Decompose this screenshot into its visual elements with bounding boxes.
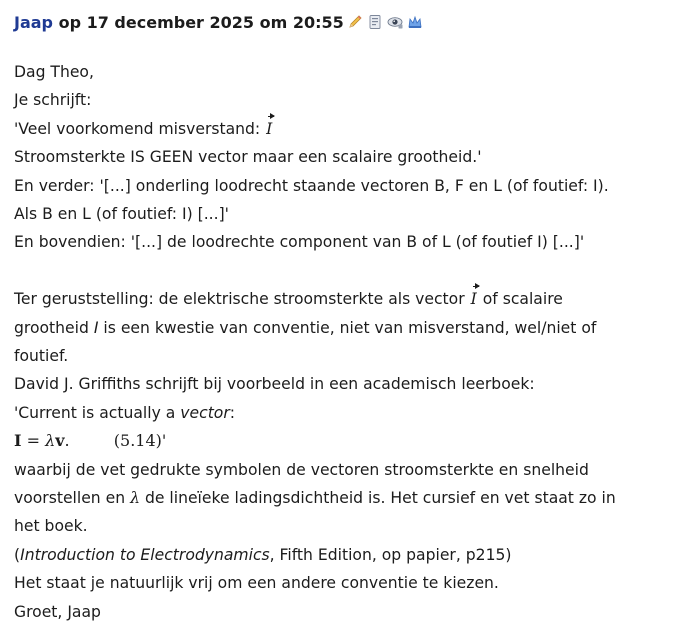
citation-colon: : [229,403,236,422]
book-reference [14,541,690,569]
scalar-I-symbol: I [93,318,99,337]
book-ref-details: , Fifth Edition, op papier, p215) [269,545,512,564]
signature: Groet, Jaap [14,602,101,621]
reply-line-1 [14,285,690,313]
quote-line-2: Stroomsterkte IS GEEN vector maar een scalaire grootheid.' [14,148,482,167]
post-timestamp: op 17 december 2025 om 20:55 [58,12,344,32]
greeting: Dag Theo, [14,63,94,81]
explanation-line-3: het boek. [14,517,88,536]
eye-icon[interactable] [387,14,404,31]
lambda-symbol: λ [130,489,140,508]
reply-line-1-tail: of scalaire [482,290,563,309]
reply-line-2-tail: is een kwestie van conventie, niet van misverstand, wel/niet of [103,318,597,337]
quote-line-1-text: 'Veel voorkomend misverstand: [14,119,261,138]
equation-5-14 [14,427,690,455]
reply-line-2-text: grootheid [14,318,89,337]
citation-vector-word: vector [180,403,230,422]
book-ref-open: ( [14,545,21,564]
quote-line-3: En verder: '[...] onderling loodrecht staande vectoren B, F en L (of foutief: I). [14,176,609,195]
crown-icon[interactable] [407,14,424,31]
quote-line-4: Als B en L (of foutief: I) [...]' [14,205,229,224]
quote-intro: Je schrijft: [14,91,92,110]
eq-bold-v: v [55,431,65,451]
document-icon[interactable] [367,14,384,31]
eq-dot: . [64,431,70,451]
pencil-icon[interactable] [347,14,364,31]
eq-bold-I: I [14,431,22,451]
reply-line-3: foutief. [14,347,69,366]
explanation-line-2-tail: de lineïeke ladingsdichtheid is. Het cursief en vet staat zo in [144,489,616,508]
author-link[interactable]: Jaap [14,12,53,32]
citation-text: 'Current is actually a [14,403,176,422]
reply-line-2 [14,314,690,342]
eq-quote: ' [161,431,167,451]
post-header [14,6,690,38]
quote-line-1 [14,115,690,143]
explanation-line-2-text: voorstellen en [14,489,126,508]
vector-I-symbol-2: I [470,285,478,313]
reply-line-4: David J. Griffiths schrijft bij voorbeeld in een academisch leerboek: [14,375,535,394]
forum-post [14,6,690,626]
paragraph-spacer [14,257,690,285]
post-body [14,58,690,626]
citation-line [14,399,690,427]
explanation-line-1: waarbij de vet gedrukte symbolen de vectoren stroomsterkte en snelheid [14,460,589,479]
eq-number: (5.14) [113,431,162,451]
book-title: Introduction to Electrodynamics [20,545,270,564]
closing-remark: Het staat je natuurlijk vrij om een andere conventie te kiezen. [14,574,499,593]
eq-lambda: = λ [21,431,56,451]
explanation-line-2 [14,484,690,512]
post-action-icons [347,14,424,31]
quote-line-5: En bovendien: '[...] de loodrechte component van B of L (of foutief I) [...]' [14,233,585,252]
vector-I-symbol: I [265,115,273,143]
reply-line-1-text: Ter geruststelling: de elektrische stroomsterkte als vector [14,290,465,309]
